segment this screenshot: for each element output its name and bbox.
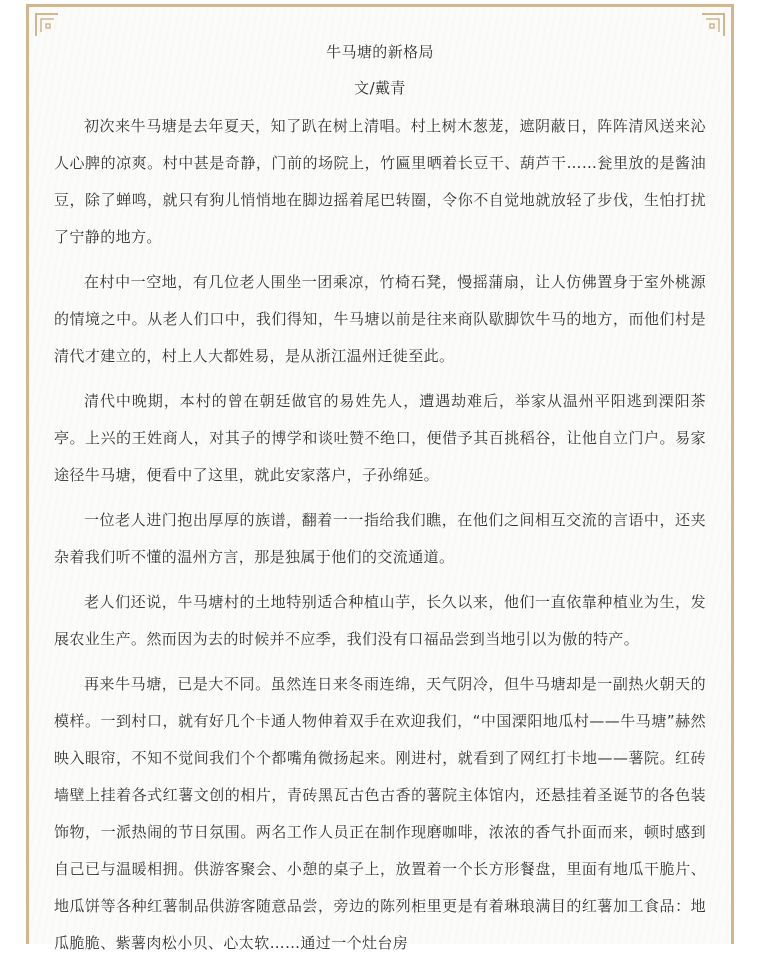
corner-ornament-icon [34,12,60,38]
paragraph: 再来牛马塘，已是大不同。虽然连日来冬雨连绵，天气阴冷，但牛马塘却是一副热火朝天的模样。一到村口，就有好几个卡通人物伸着双手在欢迎我们，“中国溧阳地瓜村——牛马塘”赫然映入眼帘，不知不觉间我们个个都嘴角微扬起来。刚进村，就看到了网红打卡地——薯院。红砖墙壁上挂着各式红薯文创的相片，青砖黑瓦古色古香的薯院主体馆内，还悬挂着圣诞节的各色装饰物，一派热闹的节日氛围。两名工作人员正在制作现磨咖啡，浓浓的香气扑面而来，顿时感到自己已与温暖相拥。供游客聚会、小憩的桌子上，放置着一个长方形餐盘，里面有地瓜干脆片、地瓜饼等各种红薯制品供游客随意品尝，旁边的陈列柜里更是有着琳琅满目的红薯加工食品：地瓜脆脆、紫薯肉松小贝、心太软……通过一个灶台房 [54,675,706,952]
paragraph: 清代中晚期，本村的曾在朝廷做官的易姓先人，遭遇劫难后，举家从温州平阳逃到溧阳茶亭。上兴的王姓商人，对其子的博学和谈吐赞不绝口，便借予其百挑稻谷，让他自立门户。易家途径牛马塘，便看中了这里，就此安家落户，子孙绵延。 [54,392,706,484]
paragraph: 老人们还说，牛马塘村的土地特别适合种植山芋，长久以来，他们一直依靠种植业为生，发展农业生产。然而因为去的时候并不应季，我们没有口福品尝到当地引以为傲的特产。 [54,593,706,648]
article-title: 牛马塘的新格局 [326,43,434,61]
corner-ornament-icon [700,12,726,38]
article-byline: 文/戴青 [354,79,406,97]
paragraph: 一位老人进门抱出厚厚的族谱，翻着一一指给我们瞧，在他们之间相互交流的言语中，还夹杂着我们听不懂的温州方言，那是独属于他们的交流通道。 [54,511,706,566]
article-body [54,38,706,970]
paragraph: 初次来牛马塘是去年夏天，知了趴在树上清唱。村上树木葱茏，遮阴蔽日，阵阵清风送来沁人心脾的凉爽。村中甚是奇静，门前的场院上，竹匾里晒着长豆干、葫芦干……瓮里放的是酱油豆，除了蝉鸣，就只有狗儿悄悄地在脚边摇着尾巴转圈，令你不自觉地就放轻了步伐，生怕打扰了宁静的地方。 [54,117,706,246]
paragraph: 在村中一空地，有几位老人围坐一团乘凉，竹椅石凳，慢摇蒲扇，让人仿佛置身于室外桃源的情境之中。从老人们口中，我们得知，牛马塘以前是往来商队歇脚饮牛马的地方，而他们村是清代才建立的，村上人大都姓易，是从浙江温州迁徙至此。 [54,273,706,365]
